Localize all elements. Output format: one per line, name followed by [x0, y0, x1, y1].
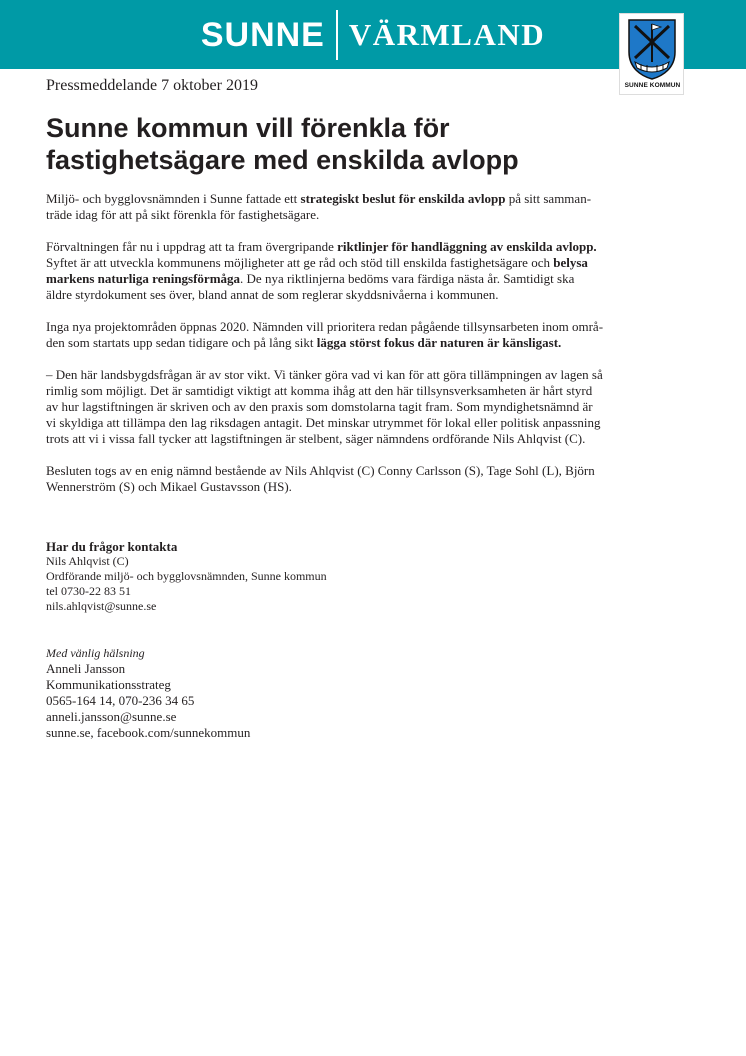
p2-bold-1: riktlinjer för handläggning av enskilda avlopp. — [337, 239, 597, 254]
signature-web[interactable]: sunne.se, facebook.com/sunnekommun — [46, 725, 251, 740]
press-release-date: Pressmeddelande 7 oktober 2019 — [46, 77, 258, 94]
p3-line-2: den som startats upp sedan tidigare och på lång sikt — [46, 335, 317, 350]
headline-line-1: Sunne kommun vill förenkla för — [46, 113, 450, 143]
signature-block — [46, 645, 646, 741]
contact-role: Ordförande miljö- och bygglovsnämnden, Sunne kommun — [46, 569, 327, 583]
p4-line-1: – Den här landsbygdsfrågan är av stor vikt. Vi tänker göra vad vi kan för att göra tillämpningen av lagen så — [46, 367, 603, 382]
p2-bold-3: markens naturliga reningsförmåga — [46, 271, 241, 286]
paragraph-3 — [46, 319, 646, 351]
p4-line-3: av hur lagstiftningen är skriven och av den praxis som domstolarna tagit fram. Som myndighetsnämnd är — [46, 399, 593, 414]
p2-text: Förvaltningen får nu i uppdrag att ta fram övergripande — [46, 239, 338, 254]
signature-email[interactable]: anneli.jansson@sunne.se — [46, 709, 177, 724]
contact-email[interactable]: nils.ahlqvist@sunne.se — [46, 599, 157, 613]
paragraph-5 — [46, 463, 646, 495]
headline — [46, 112, 646, 176]
headline-line-2: fastighetsägare med enskilda avlopp — [46, 145, 519, 175]
p5-line-1: Besluten togs av en enig nämnd bestående av Nils Ahlqvist (C) Conny Carlsson (S), Tage Sohl (L), Björn — [46, 463, 595, 478]
contact-block — [46, 539, 646, 614]
article-body — [46, 191, 646, 511]
p4-line-4: vi skyldiga att tillämpa den lag riksdagen antagit. Det minskar utrymmet för lokal eller politisk anpassning — [46, 415, 601, 430]
signature-phone: 0565-164 14, 070-236 34 65 — [46, 693, 195, 708]
p4-line-2: rimlig som möjligt. Det är samtidigt viktigt att komma ihåg att den här tillsynsverksamheten är hårt styrd — [46, 383, 593, 398]
p1-text-end: på sitt samman- — [505, 191, 592, 206]
brand-sunne: SUNNE — [200, 15, 325, 54]
p1-bold: strategiskt beslut för enskilda avlopp — [300, 191, 506, 206]
logo-caption: SUNNE KOMMUN — [624, 82, 681, 89]
p5-line-2: Wennerström (S) och Mikael Gustavsson (HS). — [46, 479, 292, 494]
paragraph-1 — [46, 191, 646, 223]
p3-bold: lägga störst fokus där naturen är känsligast. — [316, 335, 562, 350]
paragraph-4-quote — [46, 367, 646, 447]
p1-text: Miljö- och bygglovsnämnden i Sunne fattade ett — [46, 191, 301, 206]
coat-of-arms-icon — [627, 18, 677, 80]
municipal-logo — [619, 13, 684, 95]
p3-line-1: Inga nya projektområden öppnas 2020. Nämnden vill prioritera redan pågående tillsynsarbeten inom områ- — [46, 319, 604, 334]
p2-line-2: Syftet är att utveckla kommunens möjligheter att ge råd och stöd till enskilda fastighetsägare och — [46, 255, 554, 270]
signature-greeting: Med vänlig hälsning — [46, 646, 145, 660]
contact-phone: tel 0730-22 83 51 — [46, 584, 131, 598]
contact-heading: Har du frågor kontakta — [46, 539, 178, 554]
contact-name: Nils Ahlqvist (C) — [46, 554, 129, 568]
brand-varmland: VÄRMLAND — [348, 17, 546, 52]
p1-line-2: träde idag för att på sikt förenkla för fastighetsägare. — [46, 207, 320, 222]
paragraph-2 — [46, 239, 646, 303]
p4-line-5: trots att vi i vissa fall tycker att lagstiftningen är stelbent, säger nämndens ordförande Nils Ahlqvist (C). — [46, 431, 586, 446]
p2-line-4: äldre styrdokument ses över, bland annat de som reglerar skyddsnivåerna i kommunen. — [46, 287, 499, 302]
p2-bold-2: belysa — [553, 255, 588, 270]
p2-line-3: . De nya riktlinjerna bedöms vara färdiga nästa år. Samtidigt ska — [240, 271, 575, 286]
signature-title: Kommunikationsstrateg — [46, 677, 171, 692]
signature-name: Anneli Jansson — [46, 661, 126, 676]
